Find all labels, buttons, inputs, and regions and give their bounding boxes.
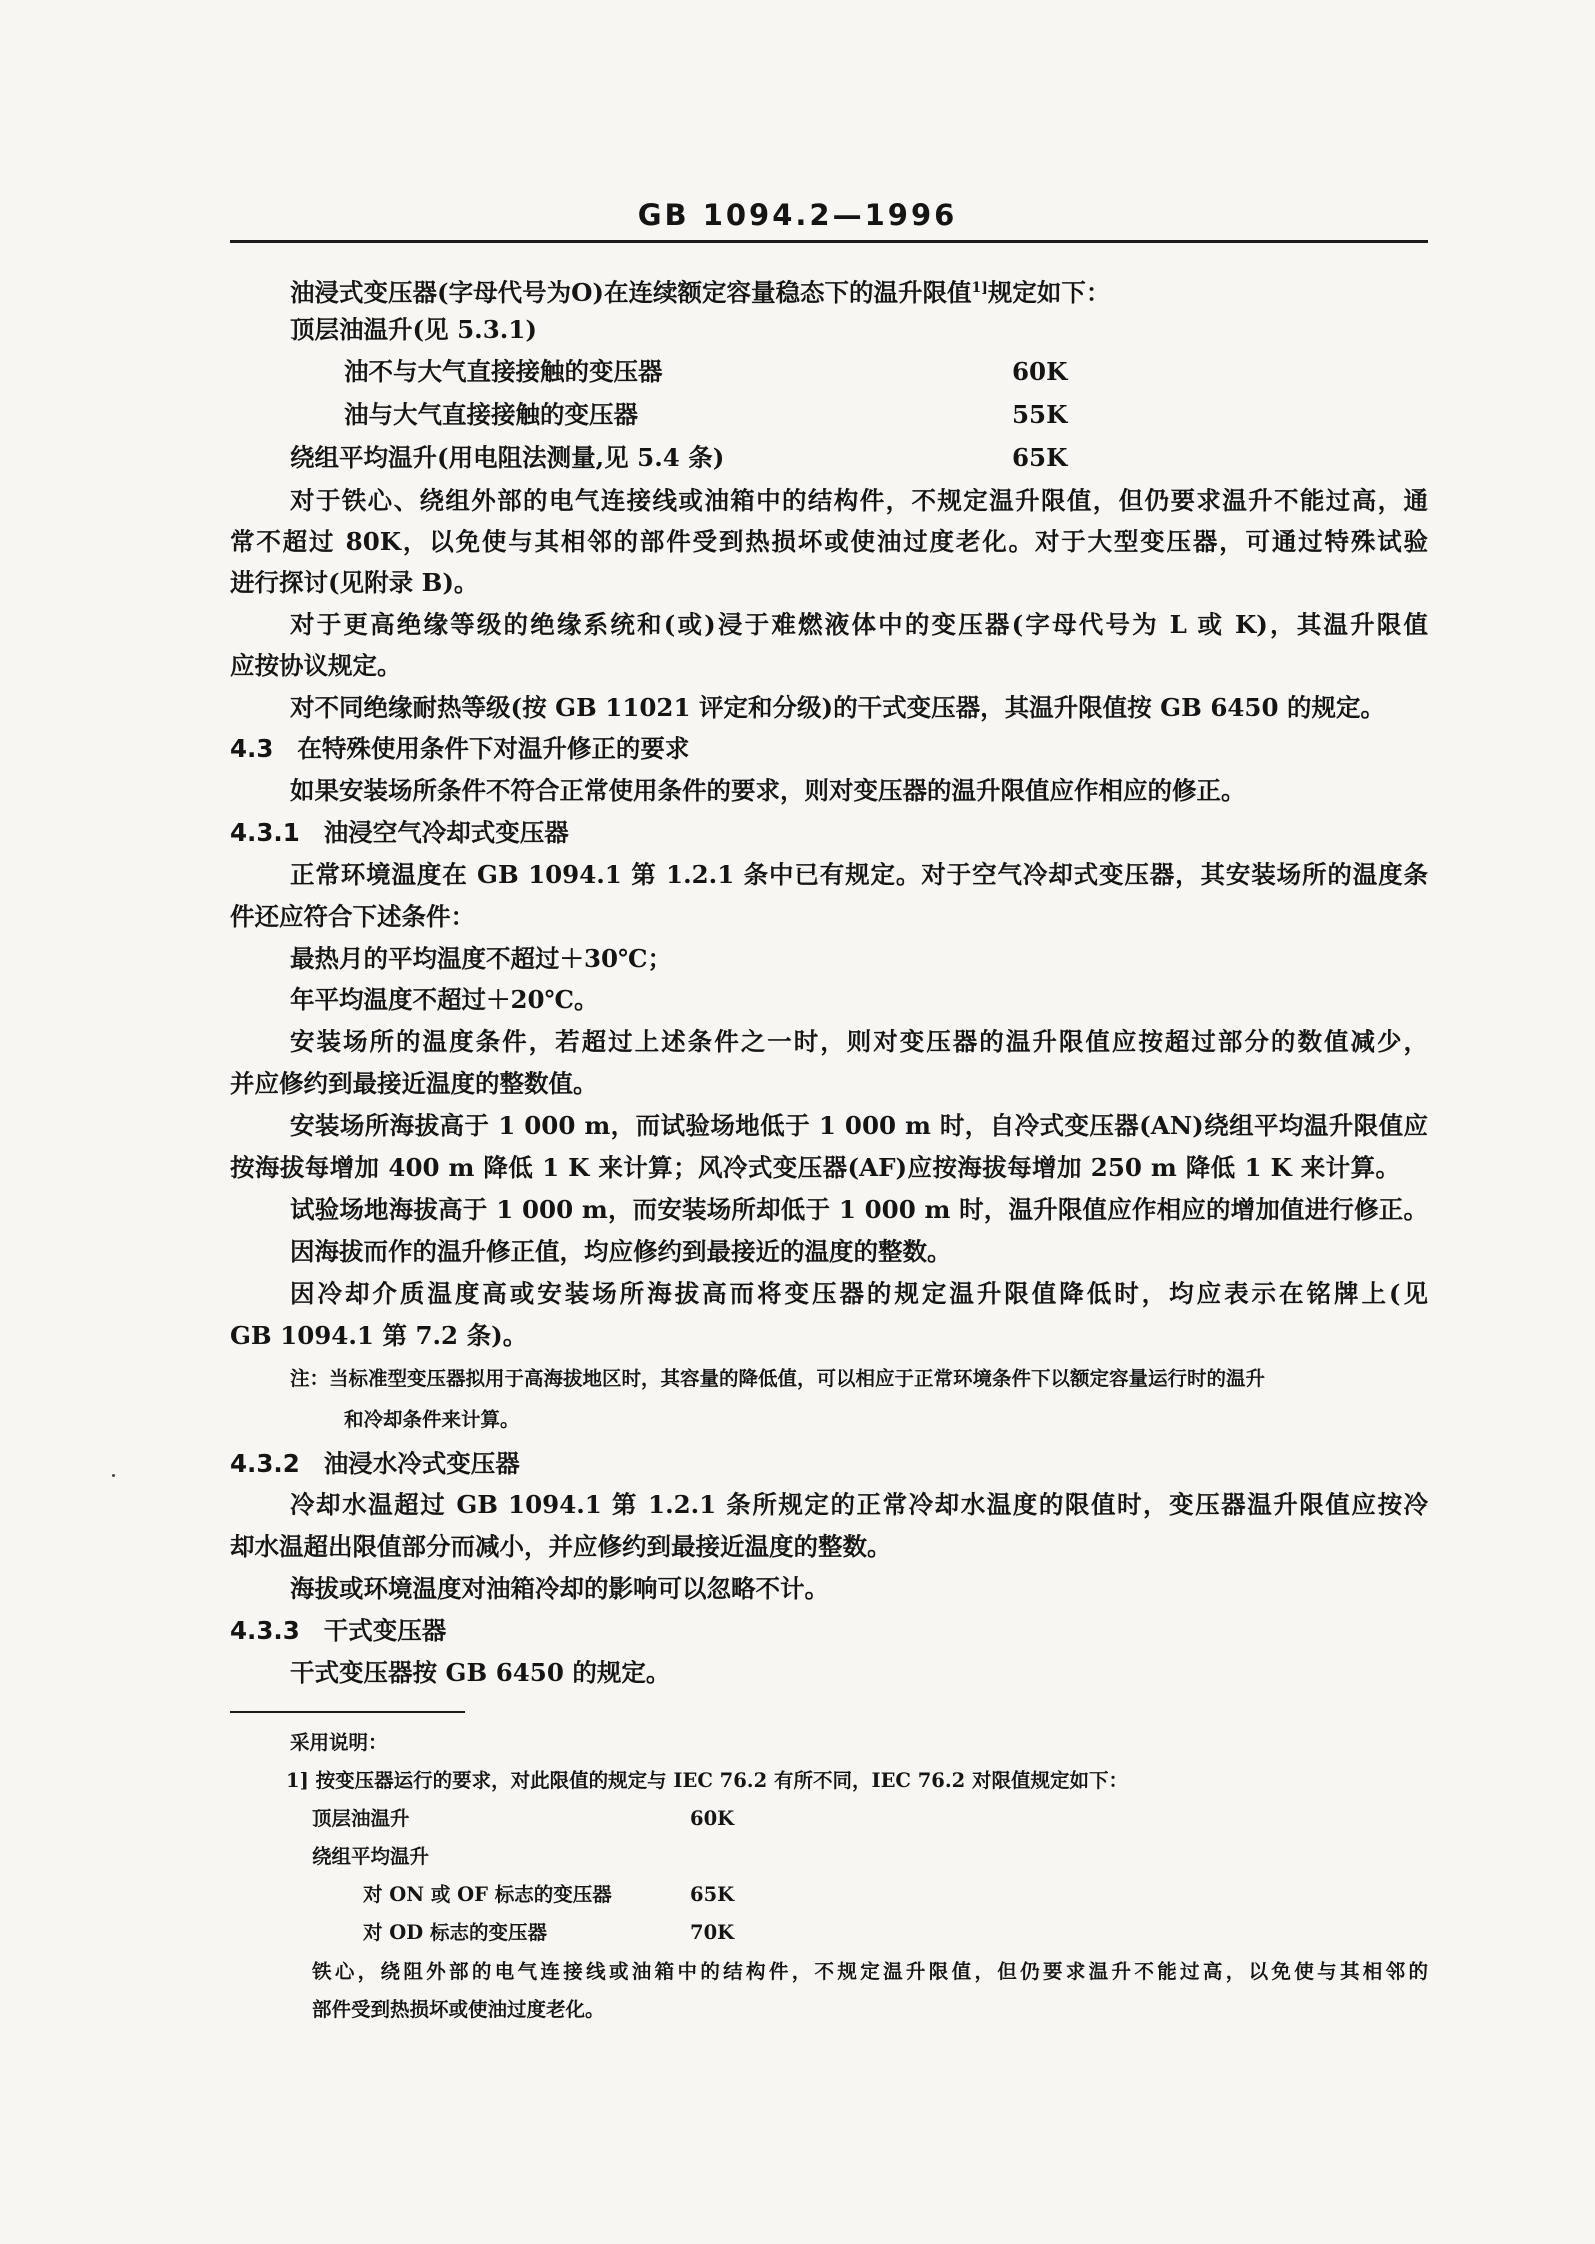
paragraph-line: 如果安装场所条件不符合正常使用条件的要求，则对变压器的温升限值应作相应的修正。 [290,776,1246,805]
paragraph-line: 干式变压器按 GB 6450 的规定。 [290,1658,671,1687]
paragraph-line: 对于铁心、绕组外部的电气连接线或油箱中的结构件，不规定温升限值，但仍要求温升不能过高，通 [290,486,1428,515]
footnote-table-label: 顶层油温升 [312,1807,410,1830]
paragraph-line: 件还应符合下述条件： [230,902,475,931]
header-rule [230,240,1428,243]
paragraph-line: 应按协议规定。 [230,651,402,680]
footnote-line: 1] 按变压器运行的要求，对此限值的规定与 IEC 76.2 有所不同，IEC 76.2 对限值规定如下： [286,1769,1129,1792]
section-4-3-heading [230,734,689,764]
paragraph-line: 正常环境温度在 GB 1094.1 第 1.2.1 条中已有规定。对于空气冷却式变压器，其安装场所的温度条 [290,860,1428,889]
paragraph-line: 最热月的平均温度不超过＋30℃； [290,944,672,973]
footnote-rule [230,1711,465,1713]
paragraph-line: 海拔或环境温度对油箱冷却的影响可以忽略不计。 [290,1574,829,1603]
footnote-table-value: 65K [690,1883,735,1906]
footnote-table-value: 60K [690,1807,735,1830]
limit-row-1-value: 60K [1012,357,1068,386]
footnote-table-label: 对 OD 标志的变压器 [363,1921,547,1944]
footnote-table-value: 70K [690,1921,735,1944]
section-number: 4.3.1 [230,818,300,847]
section-4-3-2-heading [230,1449,520,1479]
section-title: 油浸空气冷却式变压器 [323,818,569,847]
footnote-line: 部件受到热损坏或使油过度老化。 [312,1998,605,2021]
intro-text: 油浸式变压器(字母代号为O)在连续额定容量稳态下的温升限值 [290,278,972,308]
paragraph-line: 试验场地海拔高于 1 000 m，而安装场所却低于 1 000 m 时，温升限值应作相应的增加值进行修正。 [290,1195,1428,1224]
limit-row-3-value: 65K [1012,443,1068,472]
limit-row-2-label: 油与大气直接接触的变压器 [344,400,638,429]
paragraph-line: 进行探讨(见附录 B)。 [230,568,479,597]
paragraph-line: 年平均温度不超过＋20℃。 [290,985,599,1014]
paragraph-line: 冷却水温超过 GB 1094.1 第 1.2.1 条所规定的正常冷却水温度的限值时，变压器温升限值应按冷 [290,1490,1428,1519]
footnote-line: 铁心，绕阻外部的电气连接线或油箱中的结构件，不规定温升限值，但仍要求温升不能过高，以免使与其相邻的 [312,1960,1428,1983]
section-4-3-3-heading [230,1616,446,1646]
footnote-table-label: 对 ON 或 OF 标志的变压器 [363,1883,612,1906]
paragraph-line: 因海拔而作的温升修正值，均应修约到最接近的温度的整数。 [290,1237,952,1266]
top-oil-label: 顶层油温升(见 5.3.1) [290,315,537,344]
section-number: 4.3.3 [230,1616,300,1645]
section-number: 4.3.2 [230,1449,300,1478]
paragraph-line: 对不同绝缘耐热等级(按 GB 11021 评定和分级)的干式变压器，其温升限值按 GB 6450 的规定。 [290,693,1386,722]
paragraph-line: 并应修约到最接近温度的整数值。 [230,1069,598,1098]
paragraph-line: 对于更高绝缘等级的绝缘系统和(或)浸于难燃液体中的变压器(字母代号为 L 或 K)，其温升限值 [290,610,1428,639]
section-title: 在特殊使用条件下对温升修正的要求 [297,734,690,763]
note-line: 注：当标准型变压器拟用于高海拔地区时，其容量的降低值，可以相应于正常环境条件下以额定容量运行时的温升 [290,1367,1266,1390]
limit-row-1-label: 油不与大气直接接触的变压器 [344,357,663,386]
paragraph-line: 常不超过 80K，以免使与其相邻的部件受到热损坏或使油过度老化。对于大型变压器，可通过特殊试验 [230,527,1428,556]
paragraph-line: 却水温超出限值部分而减小，并应修约到最接近温度的整数。 [230,1532,892,1561]
note-line: 和冷却条件来计算。 [344,1408,520,1431]
paragraph-line: 安装场所海拔高于 1 000 m，而试验场地低于 1 000 m 时，自冷式变压器(AN)绕组平均温升限值应 [290,1111,1428,1140]
scan-speck [112,1474,115,1477]
paragraph-line: 因冷却介质温度高或安装场所海拔高而将变压器的规定温升限值降低时，均应表示在铭牌上(见 [290,1279,1428,1308]
section-4-3-1-heading [230,818,569,848]
page-header-title: GB 1094.2—1996 [637,198,958,232]
footnote-heading: 采用说明： [290,1731,388,1754]
intro-tail: 规定如下： [987,278,1111,308]
limit-row-2-value: 55K [1012,400,1068,429]
paragraph-line: GB 1094.1 第 7.2 条)。 [230,1321,528,1350]
section-number: 4.3 [230,734,274,763]
limit-row-3-label: 绕组平均温升(用电阻法测量,见 5.4 条) [290,443,725,472]
paragraph-line: 按海拔每增加 400 m 降低 1 K 来计算；风冷式变压器(AF)应按海拔每增加 250 m 降低 1 K 来计算。 [230,1153,1400,1182]
intro-line [290,273,1110,308]
paragraph-line: 安装场所的温度条件，若超过上述条件之一时，则对变压器的温升限值应按超过部分的数值减少， [290,1027,1428,1056]
section-title: 油浸水冷式变压器 [323,1449,520,1478]
section-title: 干式变压器 [323,1616,447,1645]
footnote-table-label: 绕组平均温升 [312,1845,430,1868]
footnote-ref-1: 1] [971,280,988,296]
